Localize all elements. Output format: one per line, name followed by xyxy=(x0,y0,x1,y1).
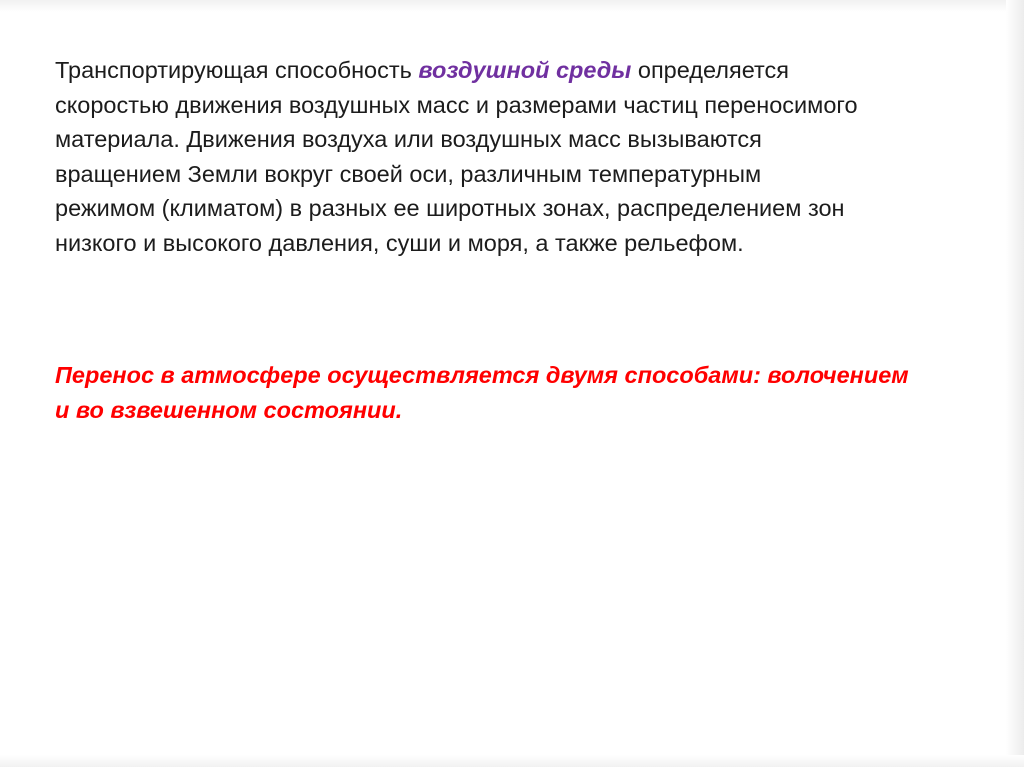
paragraph-lead: Транспортирующая способность xyxy=(55,57,419,83)
slide-edge-shadow-top xyxy=(0,0,1024,12)
paragraph-line-5: режимом (климатом) в разных ее широтных зонах, распределением зон xyxy=(55,195,845,221)
paragraph-line-2: скоростью движения воздушных масс и размерами частиц переносимого xyxy=(55,91,858,118)
emphasis-line-2: и во взвешенном состоянии. xyxy=(55,396,403,423)
paragraph-line1-rest: определяется xyxy=(631,57,790,83)
emphasis-line-1: Перенос в атмосфере осуществляется двумя способами: волочением xyxy=(55,362,909,388)
slide-edge-shadow-right xyxy=(1006,0,1024,767)
emphasis-statement xyxy=(55,358,975,427)
highlighted-term: воздушной среды xyxy=(418,57,632,83)
slide-edge-shadow-bottom xyxy=(0,755,1024,767)
body-paragraph xyxy=(55,53,975,260)
paragraph-line-4: вращением Земли вокруг своей оси, различным температурным xyxy=(55,160,762,187)
paragraph-line-3: материала. Движения воздуха или воздушных масс вызываются xyxy=(55,126,762,152)
paragraph-line-6: низкого и высокого давления, суши и моря, а также рельефом. xyxy=(55,229,744,256)
